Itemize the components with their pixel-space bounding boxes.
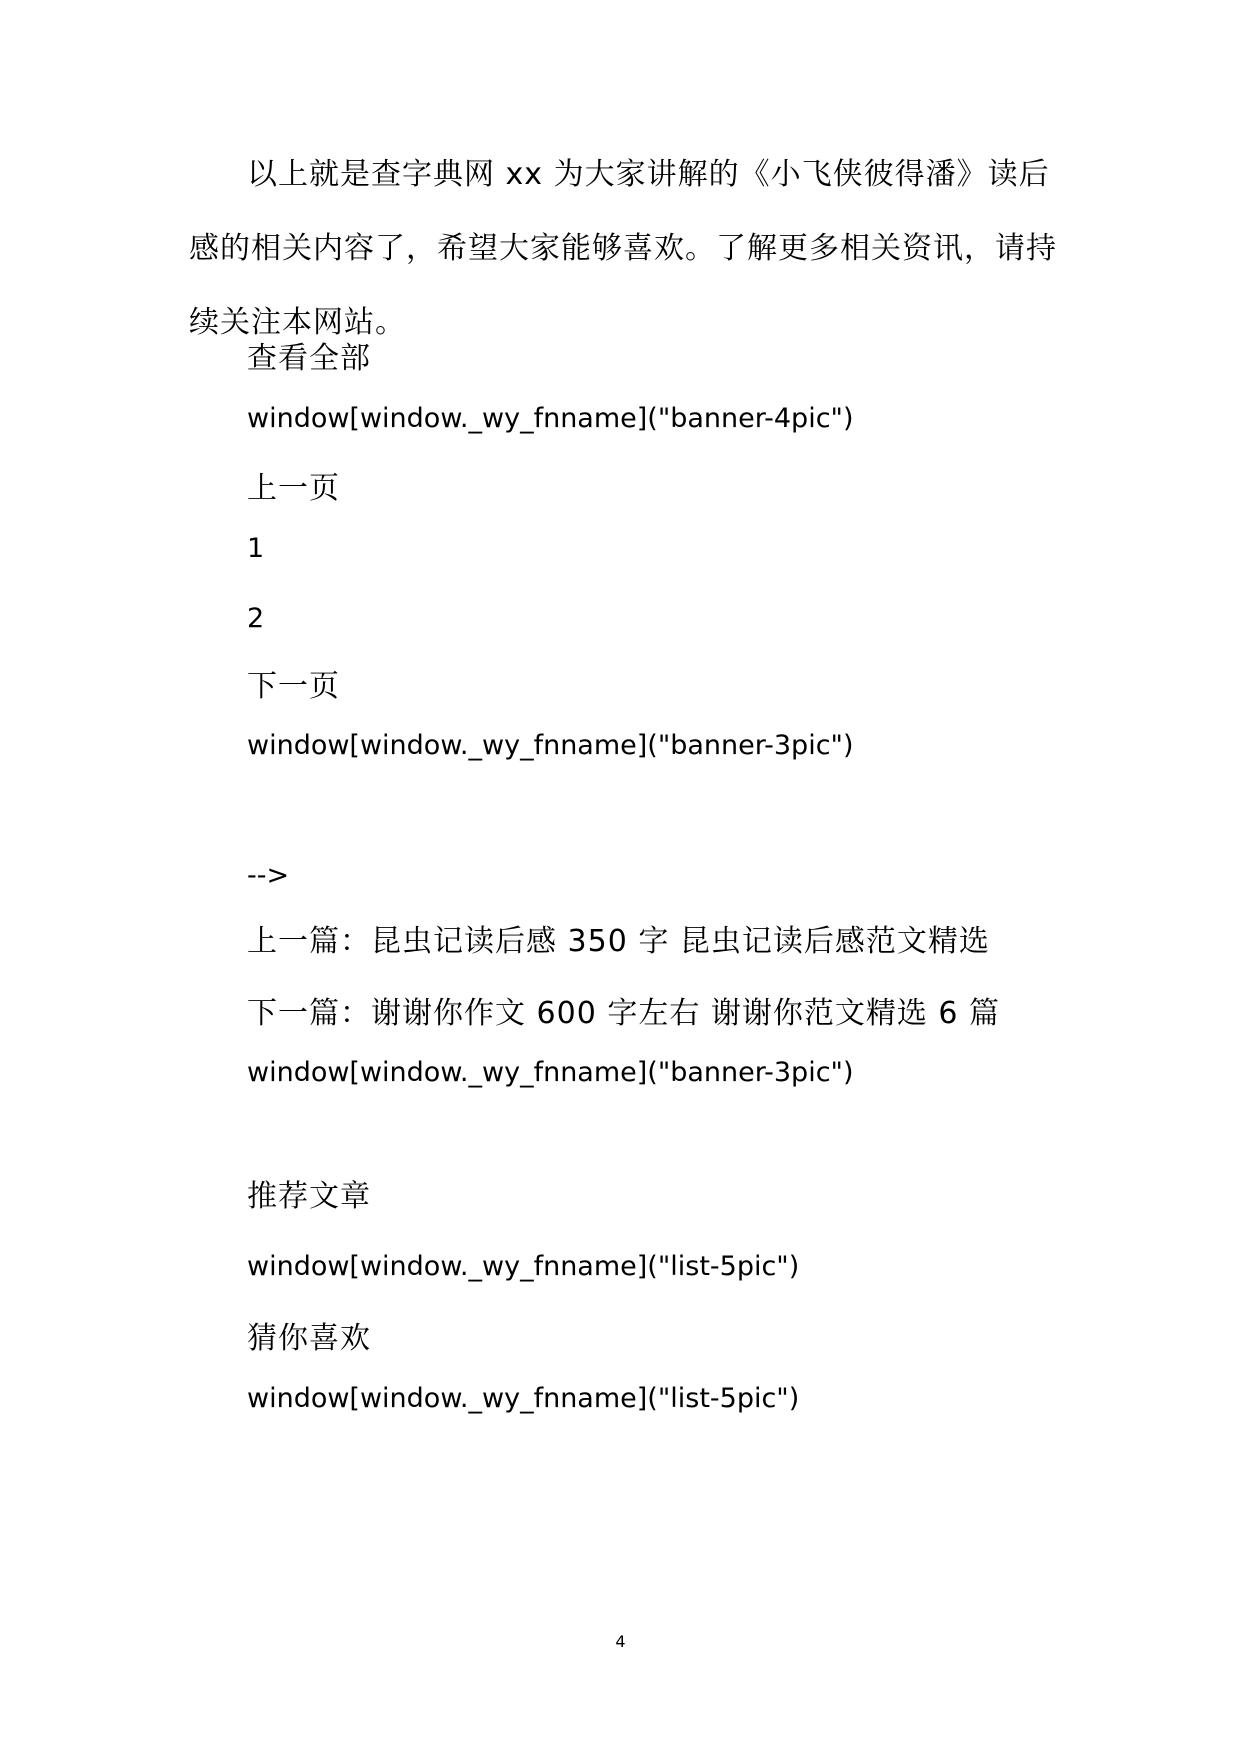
prev-page-link[interactable] — [247, 463, 340, 507]
next-page-link[interactable] — [247, 661, 340, 705]
banner-script-text: window[window._wy_fnname]("banner-4pic") — [247, 403, 854, 434]
list-script-text: window[window._wy_fnname]("list-5pic") — [247, 1383, 800, 1414]
list-script-text: window[window._wy_fnname]("list-5pic") — [247, 1251, 800, 1282]
next-article-link[interactable] — [247, 988, 1000, 1032]
banner-script-text: window[window._wy_fnname]("banner-3pic") — [247, 730, 854, 761]
page-link-2-label[interactable]: 2 — [247, 603, 265, 634]
page-link-1[interactable] — [247, 533, 264, 564]
recommended-heading: 推荐文章 — [247, 1179, 371, 1214]
intro-paragraph: 以上就是查字典网 xx 为大家讲解的《小飞侠彼得潘》读后感的相关内容了，希望大家能够喜欢。了解更多相关资讯，请持续关注本网站。 — [189, 157, 1057, 340]
page-number: 4 — [615, 1632, 626, 1651]
next-page-label[interactable]: 下一页 — [247, 669, 340, 704]
guess-you-like-heading: 猜你喜欢 — [247, 1321, 371, 1356]
prev-article-label[interactable]: 上一篇：昆虫记读后感 350 字 昆虫记读后感范文精选 — [247, 924, 990, 959]
banner-script-text: window[window._wy_fnname]("banner-3pic") — [247, 1057, 854, 1088]
view-all-link[interactable] — [247, 333, 371, 377]
page-link-1-label[interactable]: 1 — [247, 533, 265, 564]
prev-article-link[interactable] — [247, 916, 990, 960]
arrow-text: --> — [247, 860, 290, 891]
next-article-label[interactable]: 下一篇：谢谢你作文 600 字左右 谢谢你范文精选 6 篇 — [247, 996, 1001, 1031]
page-link-2[interactable] — [247, 603, 264, 634]
prev-page-label[interactable]: 上一页 — [247, 471, 340, 506]
view-all-label[interactable]: 查看全部 — [247, 341, 371, 376]
